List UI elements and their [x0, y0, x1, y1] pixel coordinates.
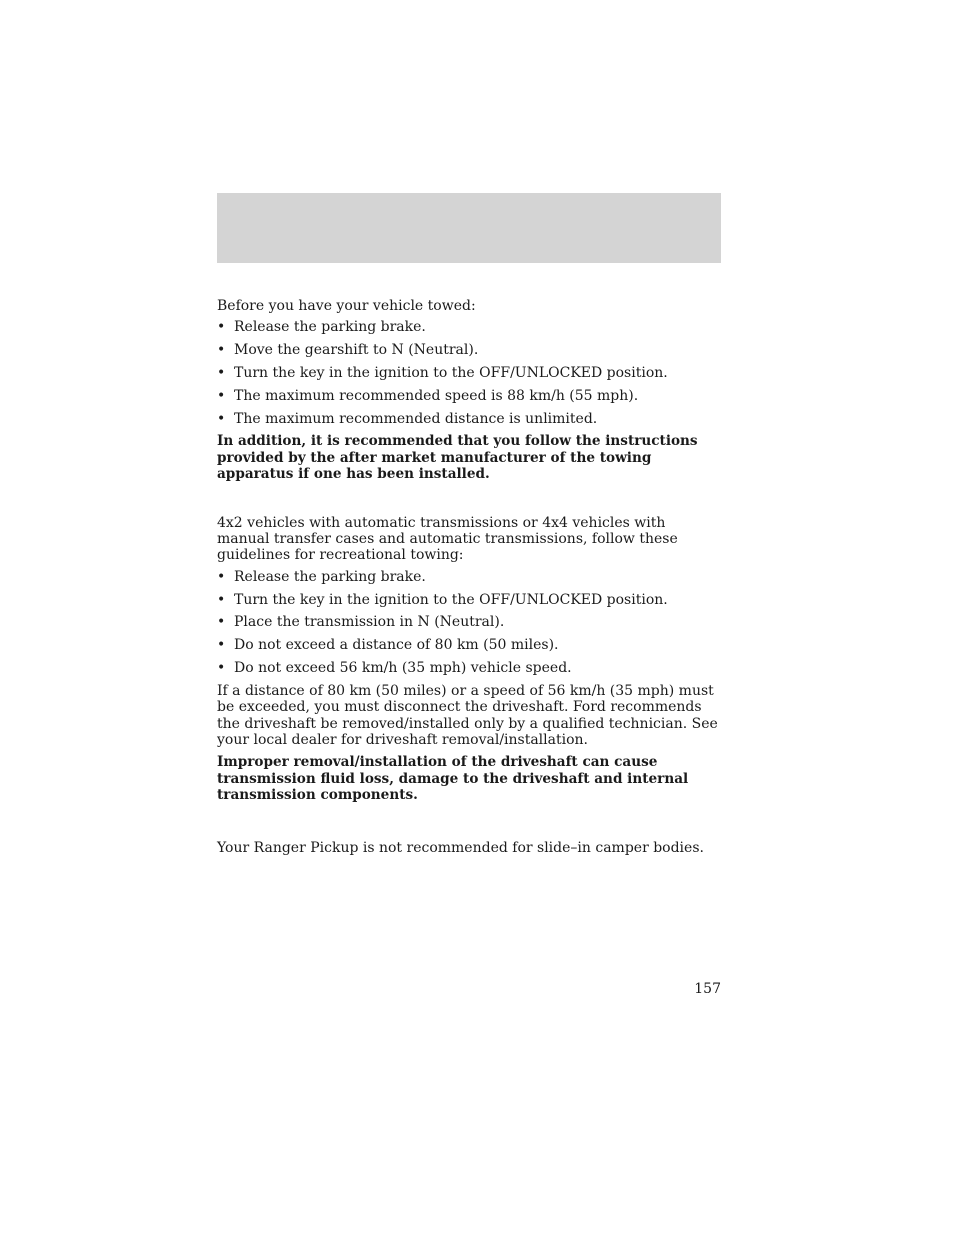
- bullet-icon: •: [217, 365, 226, 381]
- list-item: • Turn the key in the ignition to the OFF/UNLOCKED position.: [217, 365, 668, 381]
- list-item: • The maximum recommended distance is unlimited.: [217, 410, 598, 427]
- list-item: • Do not exceed 56 km/h (35 mph) vehicle speed.: [217, 660, 572, 677]
- bullet-icon: •: [217, 410, 226, 427]
- camper-note: Your Ranger Pickup is not recommended for slide–in camper bodies.: [217, 839, 704, 856]
- bullet-icon: •: [217, 342, 226, 359]
- list-item: • Turn the key in the ignition to the OFF/UNLOCKED position.: [217, 591, 668, 608]
- bullet-icon: •: [217, 568, 226, 585]
- page-number: 157: [694, 981, 721, 997]
- list-item: • Move the gearshift to N (Neutral).: [217, 342, 479, 359]
- list-item: • Release the parking brake.: [217, 319, 426, 336]
- list-item: • Do not exceed a distance of 80 km (50 miles).: [217, 637, 559, 654]
- page-content: [217, 298, 721, 856]
- bullet-icon: •: [217, 660, 226, 677]
- recreational-towing-intro: 4x2 vehicles with automatic transmissions or 4x4 vehicles with manual transfer cases and automatic transmissions, follow these guidelines for recreational towing:: [217, 514, 678, 564]
- list-item: • Place the transmission in N (Neutral).: [217, 614, 505, 631]
- towing-intro: Before you have your vehicle towed:: [217, 298, 476, 314]
- manufacturer-instructions-note: In addition, it is recommended that you follow the instructions provided by the after market manufacturer of the towing apparatus if one has been installed.: [217, 433, 698, 483]
- bullet-icon: •: [217, 319, 226, 336]
- list-item: • The maximum recommended speed is 88 km/h (55 mph).: [217, 387, 639, 404]
- list-item: • Release the parking brake.: [217, 568, 426, 585]
- towing-checklist: [217, 319, 721, 427]
- bullet-icon: •: [217, 614, 226, 631]
- bullet-icon: •: [217, 387, 226, 404]
- driveshaft-warning: Improper removal/installation of the driveshaft can cause transmission fluid loss, damage to the driveshaft and internal transmission components.: [217, 754, 689, 804]
- recreational-towing-checklist: [217, 569, 721, 677]
- bullet-icon: •: [217, 591, 226, 608]
- section-header-bar: [217, 193, 721, 263]
- bullet-icon: •: [217, 637, 226, 654]
- driveshaft-paragraph: If a distance of 80 km (50 miles) or a speed of 56 km/h (35 mph) must be exceeded, you must disconnect the driveshaft. Ford recommends the driveshaft be removed/installed only by a qualified technician. See your local dealer for driveshaft removal/installation.: [217, 682, 718, 749]
